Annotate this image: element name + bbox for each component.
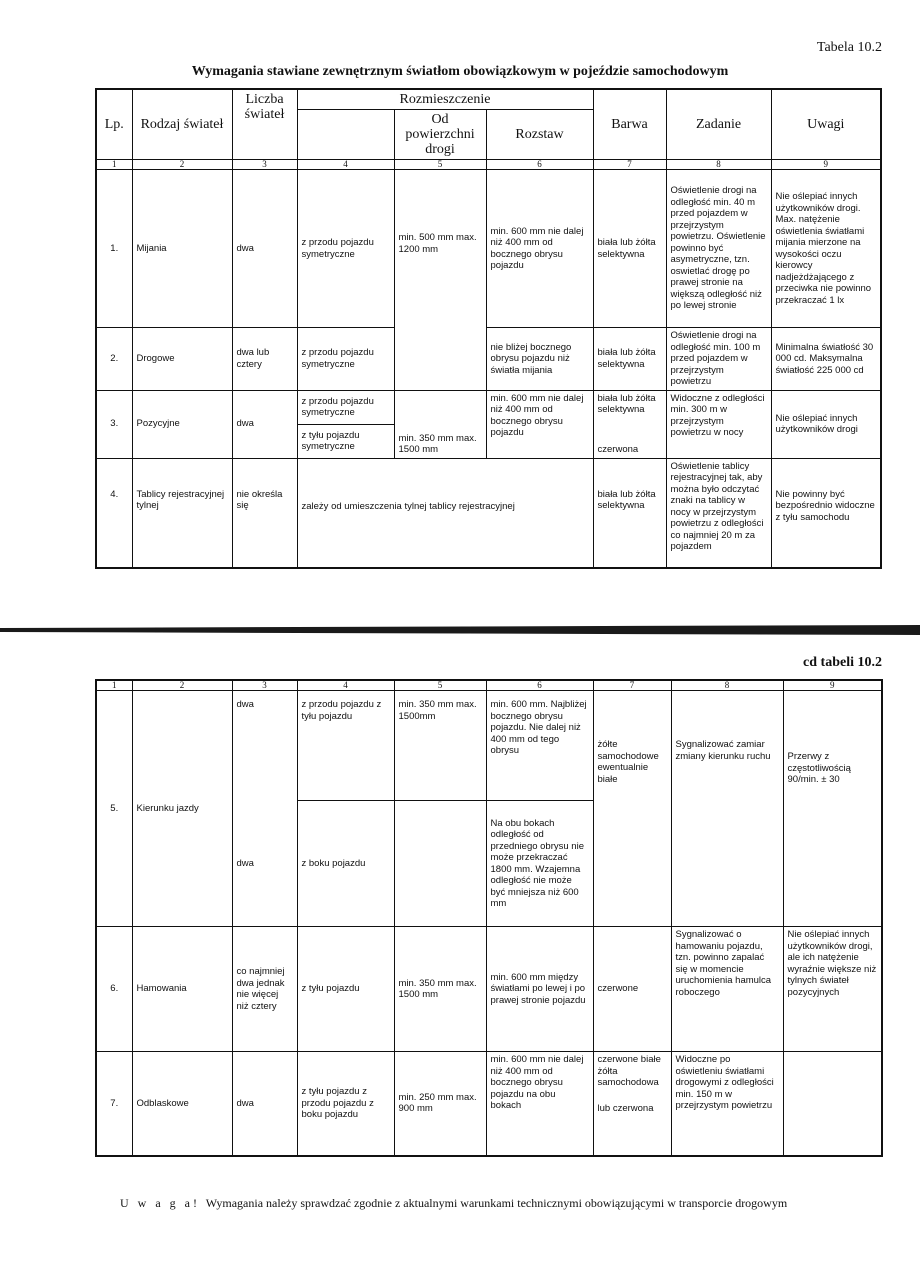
row-lp: 2. — [96, 328, 132, 391]
row-zadanie: Widoczne po oświetleniu światłami drogowymi z odległości min. 150 m w przejrzystym powietrzu — [671, 1052, 783, 1156]
row-od-powierzchni: min. 350 mm max. 1500 mm — [394, 390, 486, 458]
header-rozmieszczenie: Rozmieszczenie — [297, 89, 593, 110]
header-rozmieszczenie-blank — [297, 110, 394, 160]
lights-table-part-1 — [95, 88, 882, 569]
header-od-powierzchni: Od powierzchni drogi — [394, 110, 486, 160]
col-num-9: 9 — [771, 160, 881, 170]
row-rozstaw: nie bliżej bocznego obrysu pojazdu niż światła mijania — [486, 328, 593, 391]
lights-table-part-2 — [95, 679, 883, 1157]
col-num-5: 5 — [394, 160, 486, 170]
row-rozmieszczenie: z przodu pojazdu symetryczne — [297, 328, 394, 391]
table-row — [96, 458, 881, 568]
table-row — [96, 390, 881, 424]
row-rozmieszczenie-front: z przodu pojazdu symetryczne — [297, 390, 394, 424]
table-row — [96, 170, 881, 328]
header-barwa: Barwa — [593, 89, 666, 160]
row-rozstaw: min. 600 mm nie dalej niż 400 mm od bocznego obrysu pojazdu na obu bokach — [486, 1052, 593, 1156]
row-barwa — [593, 1052, 671, 1156]
row-uwagi: Minimalna światłość 30 000 cd. Maksymalna światłość 225 000 cd — [771, 328, 881, 391]
col-num-6: 6 — [486, 680, 593, 691]
footnote-text: Wymagania należy sprawdzać zgodnie z aktualnymi warunkami technicznymi obowiązującymi w transporcie drogowym — [205, 1196, 788, 1210]
row-od-powierzchni-side — [394, 801, 486, 927]
row-od-powierzchni: min. 500 mm max. 1200 mm — [394, 170, 486, 391]
col-num-4: 4 — [297, 160, 394, 170]
col-num-6: 6 — [486, 160, 593, 170]
header-zadanie: Zadanie — [666, 89, 771, 160]
row-uwagi: Nie powinny być bezpośrednio widoczne z tyłu samochodu — [771, 458, 881, 568]
row-barwa-alt: lub czerwona — [597, 1102, 654, 1114]
row-lp: 1. — [96, 170, 132, 328]
row-uwagi — [783, 1052, 882, 1156]
row-rodzaj: Tablicy rejestracyjnej tylnej — [132, 458, 232, 568]
row-liczba-front: dwa — [232, 691, 297, 801]
row-rozstaw-front: min. 600 mm. Najbliżej bocznego obrysu pojazdu. Nie dalej niż 400 mm od tego obrysu — [486, 691, 593, 801]
row-liczba: nie określa się — [232, 458, 297, 568]
row-rozstaw: min. 600 mm nie dalej niż 400 mm od bocznego obrysu pojazdu — [486, 170, 593, 328]
row-lp: 3. — [96, 390, 132, 458]
continuation-label: cd tabeli 10.2 — [803, 655, 882, 670]
row-lp: 7. — [96, 1052, 132, 1156]
header-rozstaw: Rozstaw — [486, 110, 593, 160]
row-rozmieszczenie: z tyłu pojazdu — [297, 927, 394, 1052]
row-rodzaj: Odblaskowe — [132, 1052, 232, 1156]
row-barwa-main: czerwone białe żółta samochodowa — [597, 1054, 661, 1088]
row-rozmieszczenie: zależy od umieszczenia tylnej tablicy rejestracyjnej — [297, 458, 593, 568]
row-od-powierzchni: min. 350 mm max. 1500mm — [394, 691, 486, 801]
header-lp: Lp. — [96, 89, 132, 160]
table-row — [96, 1052, 882, 1156]
row-lp: 6. — [96, 927, 132, 1052]
row-liczba: co najmniej dwa jednak nie więcej niż cztery — [232, 927, 297, 1052]
col-num-8: 8 — [666, 160, 771, 170]
row-liczba: dwa lub cztery — [232, 328, 297, 391]
col-num-7: 7 — [593, 160, 666, 170]
row-barwa-rear: czerwona — [593, 424, 666, 458]
col-num-3: 3 — [232, 680, 297, 691]
row-uwagi: Nie oślepiać innych użytkowników drogi — [771, 390, 881, 458]
row-liczba: dwa — [232, 390, 297, 458]
header-uwagi: Uwagi — [771, 89, 881, 160]
row-rodzaj: Drogowe — [132, 328, 232, 391]
row-rozstaw: min. 600 mm między światłami po lewej i po prawej stronie pojazdu — [486, 927, 593, 1052]
row-rozmieszczenie-side: z boku pojazdu — [297, 801, 394, 927]
row-lp: 4. — [96, 458, 132, 568]
col-num-2: 2 — [132, 680, 232, 691]
col-num-7: 7 — [593, 680, 671, 691]
row-rozstaw: min. 600 mm nie dalej niż 400 mm od bocznego obrysu pojazdu — [486, 390, 593, 458]
column-numbers-row — [96, 160, 881, 170]
row-rodzaj: Hamowania — [132, 927, 232, 1052]
col-num-1: 1 — [96, 160, 132, 170]
row-rozmieszczenie: z tyłu pojazdu z przodu pojazdu z boku pojazdu — [297, 1052, 394, 1156]
col-num-9: 9 — [783, 680, 882, 691]
header-rodzaj: Rodzaj świateł — [132, 89, 232, 160]
row-barwa-front: biała lub żółta selektywna — [593, 390, 666, 424]
row-zadanie: Sygnalizować zamiar zmiany kierunku ruchu — [671, 691, 783, 927]
header-liczba: Liczba świateł — [232, 89, 297, 160]
row-rozmieszczenie-rear: z tyłu pojazdu symetryczne — [297, 424, 394, 458]
page-separator — [0, 624, 920, 636]
row-zadanie: Oświetlenie drogi na odległość min. 40 m przed pojazdem w przejrzystym powietrzu. Oświetlenie powinno być asymetryczne, tzn. oswietlać drogę po prawej stronie na większą odległość niż po lewej stronie — [666, 170, 771, 328]
row-zadanie: Oświetlenie tablicy rejestracyjnej tak, aby można było odczytać znaki na tablicy w nocy w przejrzystym powietrzu z odległości co najmniej 20 m za pojazdem — [666, 458, 771, 568]
row-rodzaj: Pozycyjne — [132, 390, 232, 458]
row-uwagi: Przerwy z częstotliwością 90/min. ± 30 — [783, 691, 882, 927]
col-num-4: 4 — [297, 680, 394, 691]
row-rodzaj: Mijania — [132, 170, 232, 328]
table-row — [96, 328, 881, 391]
row-rozstaw-side: Na obu bokach odległość od przedniego obrysu nie może przekraczać 1800 mm. Wzajemna odległość nie może być mniejsza niż 600 mm — [486, 801, 593, 927]
row-barwa: czerwone — [593, 927, 671, 1052]
row-zadanie: Widoczne z odległości min. 300 m w przejrzystym powietrzu w nocy — [666, 390, 771, 458]
row-liczba: dwa — [232, 170, 297, 328]
col-num-2: 2 — [132, 160, 232, 170]
row-barwa: żółte samochodowe ewentualnie białe — [593, 691, 671, 927]
col-num-1: 1 — [96, 680, 132, 691]
row-uwagi: Nie oślepiać innych użytkowników drogi. Max. natężenie oświetlenia światłami mijania mierzone na wysokości oczu kierowcy nadjeżdżającego z przeciwka nie powinno przekraczać 1 lx — [771, 170, 881, 328]
table-row — [96, 691, 882, 801]
row-liczba-side: dwa — [232, 801, 297, 927]
table-row — [96, 927, 882, 1052]
row-zadanie: Sygnalizować o hamowaniu pojazdu, tzn. powinno zapalać się w momencie uruchomienia hamulca roboczego — [671, 927, 783, 1052]
column-numbers-row — [96, 680, 882, 691]
row-barwa: biała lub żółta selektywna — [593, 170, 666, 328]
row-od-powierzchni: min. 250 mm max. 900 mm — [394, 1052, 486, 1156]
row-rozmieszczenie-front: z przodu pojazdu z tyłu pojazdu — [297, 691, 394, 801]
col-num-5: 5 — [394, 680, 486, 691]
row-od-powierzchni: min. 350 mm max. 1500 mm — [394, 927, 486, 1052]
col-num-8: 8 — [671, 680, 783, 691]
row-zadanie: Oświetlenie drogi na odległość min. 100 m przed pojazdem w przejrzystym powietrzu — [666, 328, 771, 391]
row-rozmieszczenie: z przodu pojazdu symetryczne — [297, 170, 394, 328]
row-rodzaj: Kierunku jazdy — [132, 691, 232, 927]
footnote — [120, 1196, 787, 1211]
page-title: Wymagania stawiane zewnętrznym światłom obowiązkowym w pojeździe samochodowym — [191, 64, 729, 79]
row-barwa: biała lub żółta selektywna — [593, 458, 666, 568]
footnote-prefix: U w a g a! — [120, 1196, 200, 1210]
table-number: Tabela 10.2 — [816, 40, 882, 55]
row-uwagi: Nie oślepiać innych użytkowników drogi, ale ich natężenie wyraźnie większe niż tylnych świateł pozycyjnych — [783, 927, 882, 1052]
row-lp: 5. — [96, 691, 132, 927]
row-liczba: dwa — [232, 1052, 297, 1156]
col-num-3: 3 — [232, 160, 297, 170]
row-barwa: biała lub żółta selektywna — [593, 328, 666, 391]
